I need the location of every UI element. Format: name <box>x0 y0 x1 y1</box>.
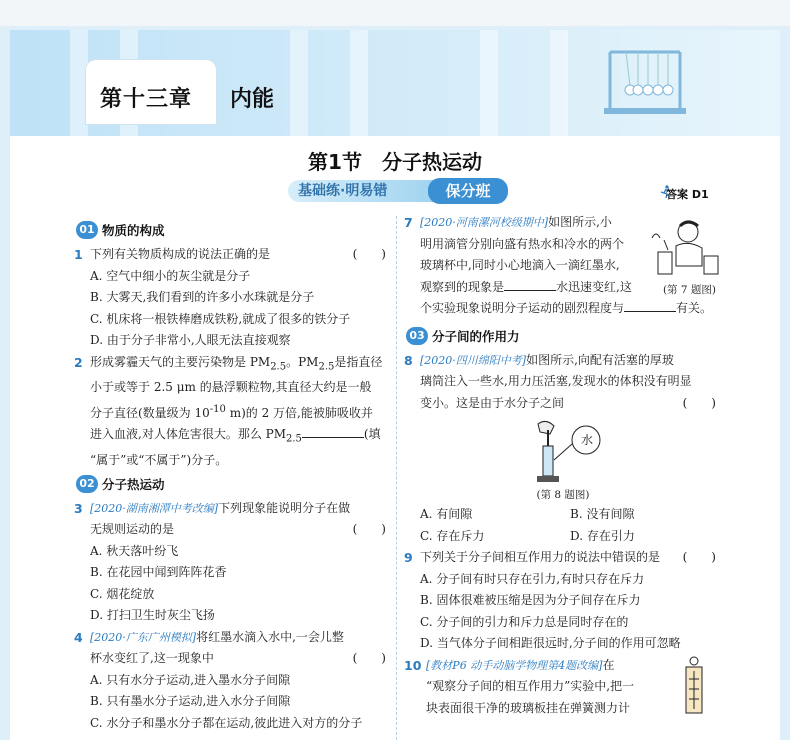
question-text: 无规则运动的是 <box>90 522 175 537</box>
question-stem: 下列关于分子间相互作用力的说法中错误的是 <box>420 550 661 564</box>
fill-blank[interactable] <box>302 425 364 438</box>
question-8 <box>404 350 722 415</box>
question-10 <box>404 655 722 720</box>
question-number: 7 <box>404 215 413 230</box>
option: B. 没有间隙 <box>570 507 635 521</box>
superscript: -10 <box>209 403 226 415</box>
question-text: m)的 2 万倍,能被肺吸收并 <box>225 405 373 420</box>
subscript: 2.5 <box>286 433 302 445</box>
answer-paren: ( ) <box>682 550 716 564</box>
question-number: 10 <box>404 657 422 673</box>
question-text: “观察分子间的相互作用力”实验中,把一 <box>426 679 635 693</box>
question-text: 个实验现象说明分子运动的剧烈程度与 <box>420 301 625 315</box>
banner-level <box>428 178 508 204</box>
answer-paren: ( ) <box>682 395 716 410</box>
question-text: 变小。这是由于水分子之间 <box>420 395 565 410</box>
question-text: 明用滴管分别向盛有热水和冷水的两个 <box>420 236 625 251</box>
option: C. 分子间的引力和斥力总是同时存在的 <box>420 614 629 629</box>
option: D. 由于分子非常小,人眼无法直接观察 <box>90 333 291 347</box>
question-text: 形成雾霾天气的主要污染物是 PM <box>90 354 271 369</box>
question-text: “属于”或“不属于”)分子。 <box>90 453 228 468</box>
topic-number-badge: 01 <box>76 221 98 239</box>
option: A. 秋天落叶纷飞 <box>90 543 179 558</box>
section-title: 第1节 分子热运动 <box>308 150 482 174</box>
question-text: 璃筒注入一些水,用力压活塞,发现水的体积没有明显 <box>420 374 692 388</box>
question-text: 是指直径 <box>334 354 383 369</box>
option-row <box>404 526 722 548</box>
question-text: 进入血液,对人体危害很大。那么 PM <box>90 427 286 442</box>
question-source: [教材P6 动手动脑学物理第4题改编] <box>426 658 603 672</box>
banner-basic-label: 基础练·明易错 <box>298 183 388 199</box>
topic-title: 物质的构成 <box>102 223 165 238</box>
question-4 <box>74 627 392 670</box>
option: C. 存在斥力 <box>420 528 485 543</box>
right-column <box>404 212 722 719</box>
question-number: 1 <box>74 247 83 262</box>
question-1 <box>74 244 392 266</box>
question-text: 观察到的现象是 <box>420 279 505 294</box>
chapter-number: 第十三章 <box>100 87 193 112</box>
option: B. 在花园中闻到阵阵花香 <box>90 565 227 580</box>
topic-title: 分子热运动 <box>102 476 165 492</box>
band-stripe <box>550 30 568 136</box>
question-number: 8 <box>404 352 413 368</box>
question-text: 玻璃杯中,同时小心地滴入一滴红墨水, <box>420 258 620 272</box>
option: A. 空气中细小的灰尘就是分子 <box>90 268 251 283</box>
topic-number-badge: 03 <box>406 327 428 345</box>
option-row <box>404 504 722 526</box>
band-stripe <box>350 30 368 136</box>
figure-caption: (第 8 题图) <box>536 489 590 501</box>
fill-blank[interactable] <box>504 278 556 291</box>
option: D. 存在引力 <box>570 528 635 543</box>
banner-level-label: 保分班 <box>445 182 491 200</box>
answer-reference: 答案 D1 <box>666 188 709 201</box>
chapter-name: 内能 <box>230 87 275 112</box>
option: A. 分子间有时只存在引力,有时只存在斥力 <box>420 571 645 586</box>
figure-8 <box>404 414 722 486</box>
topic-header <box>74 220 392 240</box>
option: C. 机床将一根铁棒磨成铁粉,就成了很多的铁分子 <box>90 311 351 326</box>
answer-paren: ( ) <box>352 522 386 537</box>
option: A. 只有水分子运动,进入墨水分子间隙 <box>90 672 291 687</box>
question-3 <box>74 498 392 541</box>
question-text: (填 <box>363 427 381 442</box>
band-stripe <box>480 30 498 136</box>
question-text: 有关。 <box>676 301 713 315</box>
question-text: 水迅速变红,这 <box>556 279 632 294</box>
option: C. 烟花绽放 <box>90 586 155 601</box>
question-text: 在 <box>602 657 615 672</box>
question-text: 下列现象能说明分子在做 <box>218 500 351 515</box>
topic-header <box>404 326 722 346</box>
answer-paren: ( ) <box>352 247 386 261</box>
option: A. 有间隙 <box>420 507 473 521</box>
option: C. 水分子和墨水分子都在运动,彼此进入对方的分子 <box>90 715 363 730</box>
spring-scale-illustration <box>674 655 714 721</box>
boy-dropping-ink-illustration <box>638 216 722 278</box>
figure-label: 水 <box>581 433 594 447</box>
question-2 <box>74 352 392 472</box>
subscript: 2.5 <box>270 360 287 372</box>
option: B. 大雾天,我们看到的许多小水珠就是分子 <box>90 290 315 304</box>
band-stripe <box>290 30 308 136</box>
piston-cylinder-illustration <box>524 416 614 486</box>
figure-caption: (第 7 题图) <box>662 284 716 296</box>
question-source: [2020·广东广州模拟] <box>90 630 197 644</box>
newtons-cradle-illustration <box>600 40 690 120</box>
question-number: 2 <box>74 354 83 370</box>
option: D. 当气体分子间相距很远时,分子间的作用可忽略 <box>420 636 681 650</box>
question-text: 。PM <box>286 354 319 369</box>
option: B. 只有墨水分子运动,进入水分子间隙 <box>90 694 291 709</box>
question-source: [2020·河南漯河校级期中] <box>420 216 549 229</box>
question-number: 4 <box>74 629 83 645</box>
question-text: 如图所示,小 <box>548 215 612 229</box>
question-number: 3 <box>74 500 83 516</box>
question-text: 如图所示,向配有活塞的厚玻 <box>526 352 674 367</box>
subscript: 2.5 <box>318 360 335 372</box>
column-divider <box>396 216 397 740</box>
topic-title: 分子间的作用力 <box>432 328 520 344</box>
topic-header <box>74 474 392 494</box>
banner-basic-practice <box>288 180 438 202</box>
top-strip <box>0 0 790 26</box>
question-source: [2020·湖南湘潭中考改编] <box>90 501 219 515</box>
question-source: [2020·四川绵阳中考] <box>420 353 527 367</box>
question-number: 9 <box>404 550 413 565</box>
question-stem: 下列有关物质构成的说法正确的是 <box>90 247 271 261</box>
option: D. 打扫卫生时灰尘飞扬 <box>90 608 215 623</box>
topic-number-badge: 02 <box>76 475 98 493</box>
question-text: 杯水变红了,这一现象中 <box>90 651 214 666</box>
question-7 <box>404 212 722 320</box>
option: B. 固体很难被压缩是因为分子间存在斥力 <box>420 593 641 607</box>
answer-paren: ( ) <box>352 651 386 666</box>
question-text: 分子直径(数量级为 10 <box>90 405 210 420</box>
question-text: 块表面很干净的玻璃板挂在弹簧测力计 <box>426 700 631 715</box>
question-text: 小于或等于 2.5 μm 的悬浮颗粒物,其直径大约是一般 <box>90 380 372 395</box>
question-9 <box>404 547 722 569</box>
left-column <box>74 218 392 734</box>
question-text: 将红墨水滴入水中,一会儿整 <box>196 629 344 644</box>
